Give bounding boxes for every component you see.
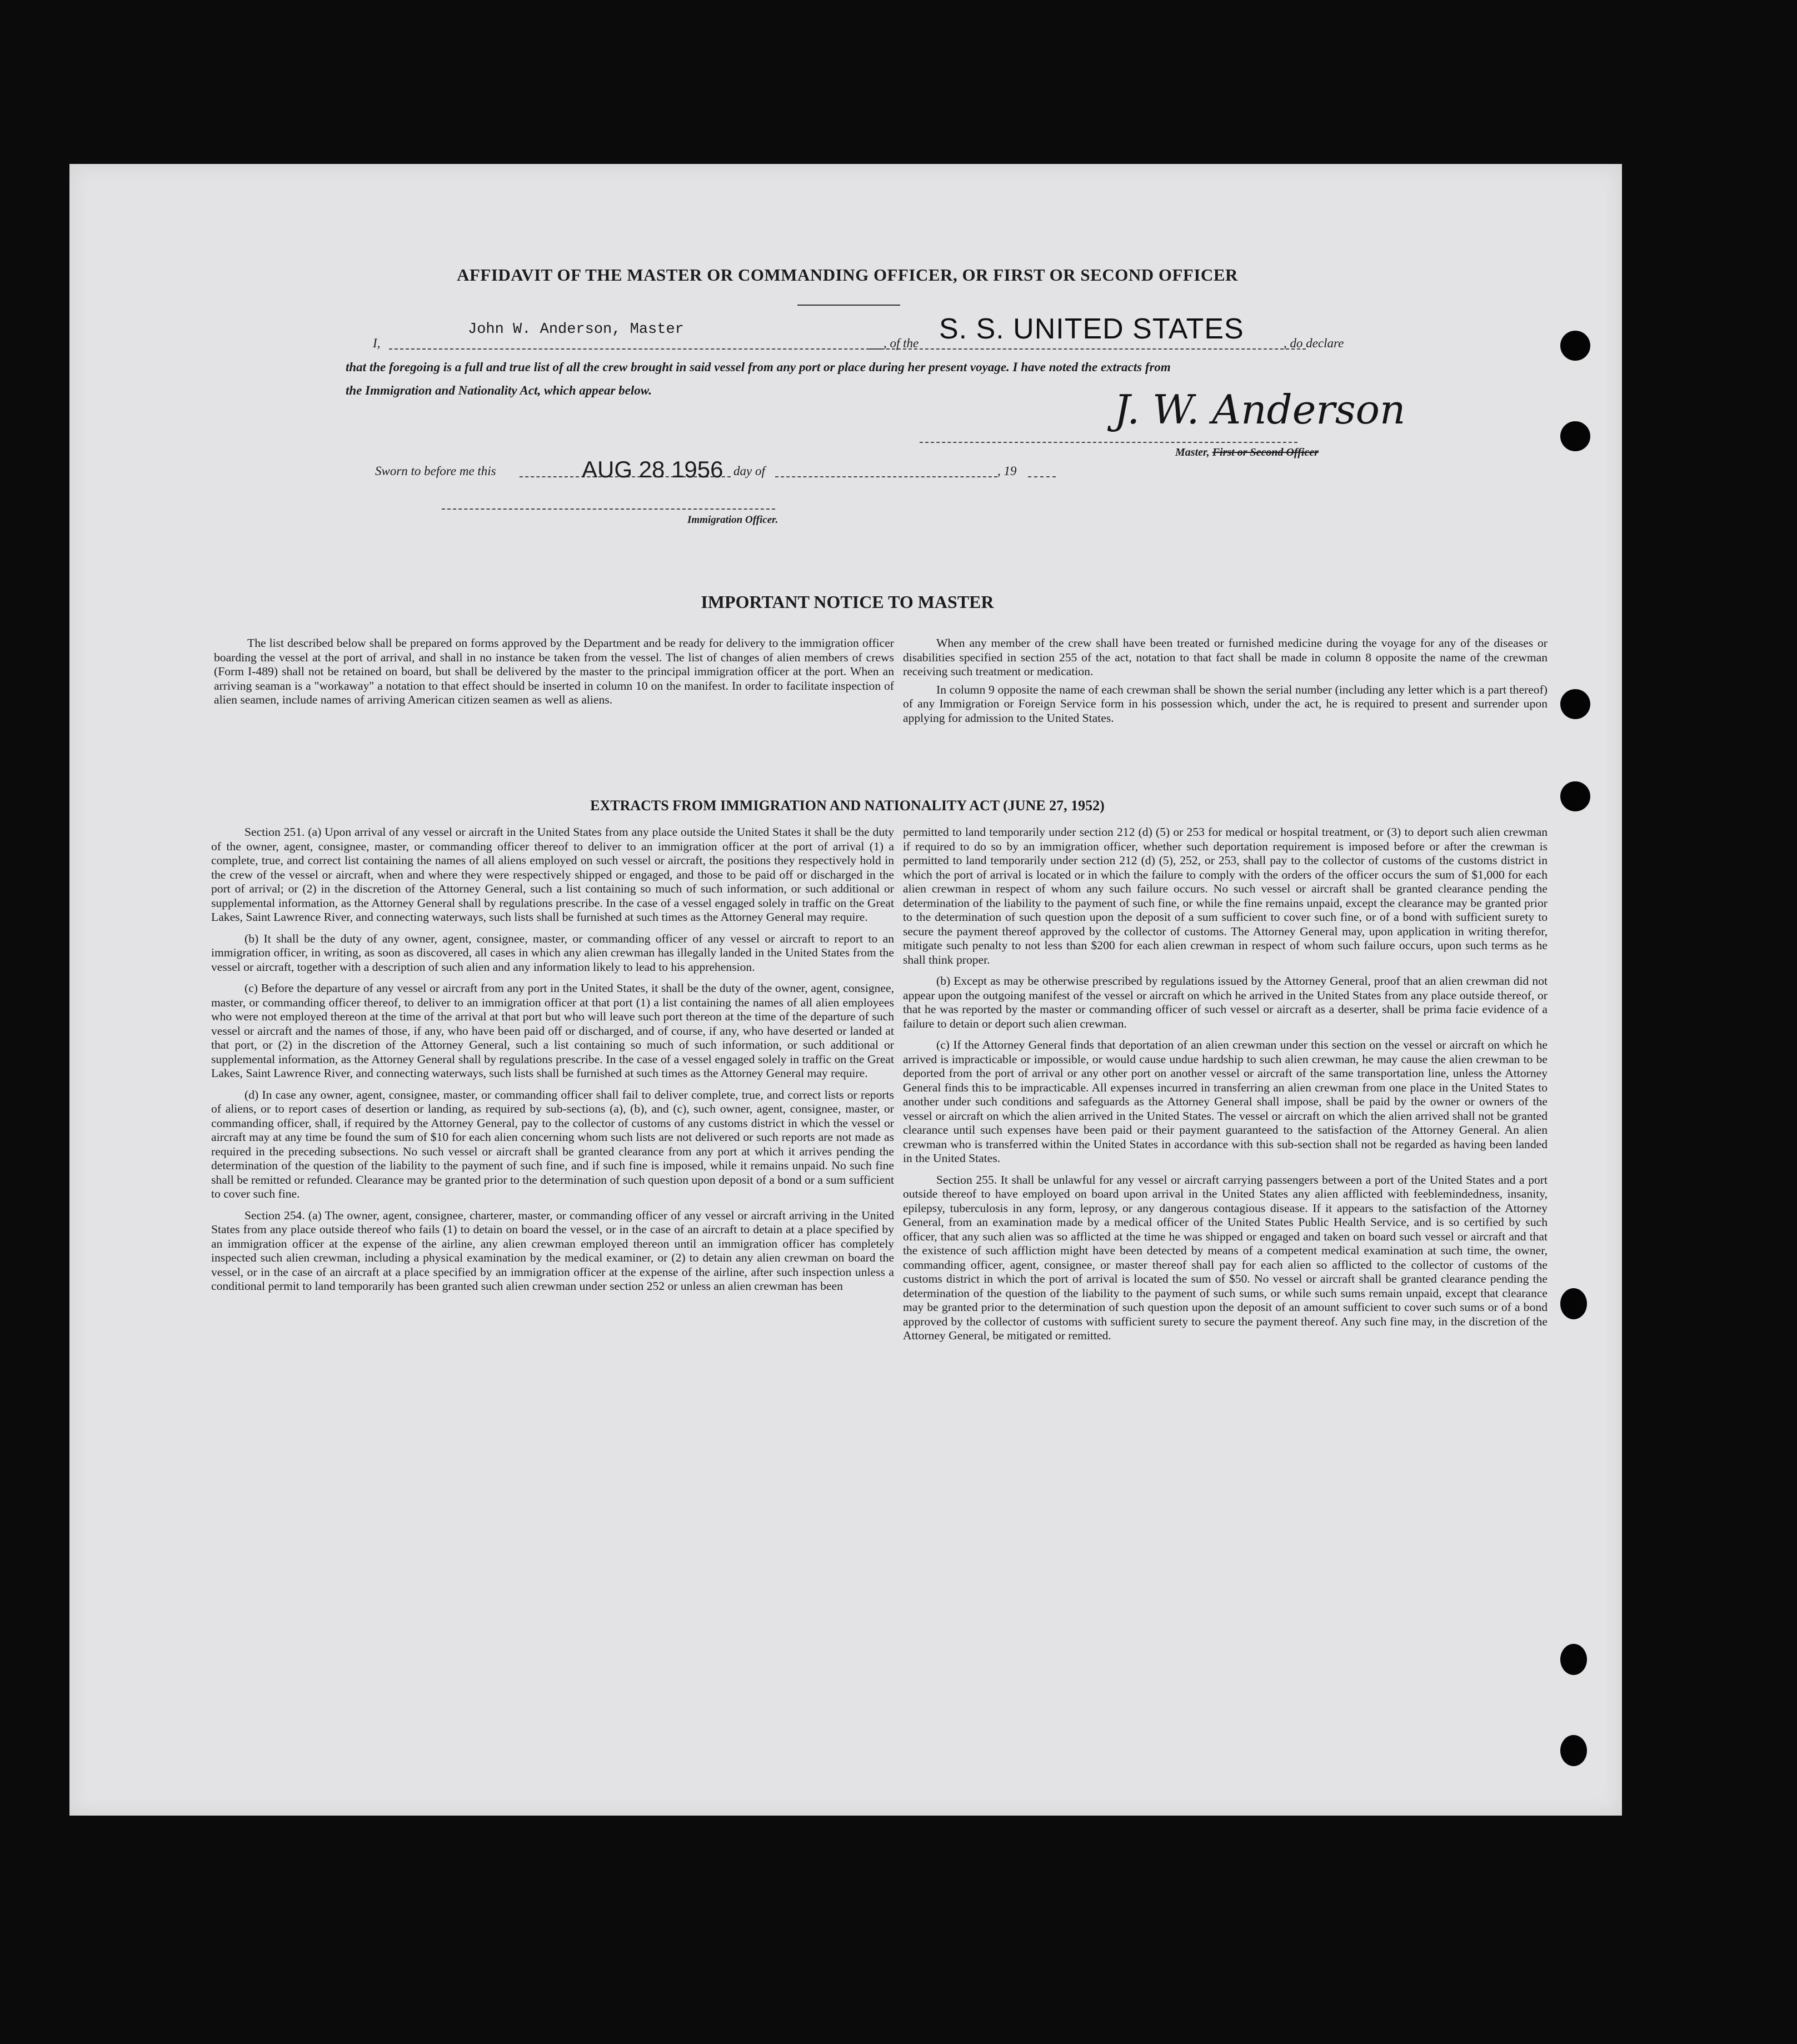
- struck-officer-label: First or Second Officer: [1212, 446, 1319, 458]
- extracts-title: EXTRACTS FROM IMMIGRATION AND NATIONALITY ACT (JUNE 27, 1952): [590, 797, 1105, 814]
- day-of-label: day of: [733, 464, 765, 478]
- notice-paragraph: When any member of the crew shall have been treated or furnished medicine during the voyage for any of the diseases or disabilities specified in section 255 of the act, notation to that fact shall be made in column 8 opposite the name of the crewman receiving such treatment or medication.: [903, 636, 1548, 678]
- notice-paragraph: In column 9 opposite the name of each crewman shall be shown the serial number (including any letter which is a part thereof) of any Immigration or Foreign Service form in his possession which, under the act, he is required to present and surrender upon applying for admission to the United States.: [903, 682, 1548, 725]
- signature-line: [920, 442, 1297, 443]
- notice-title: IMPORTANT NOTICE TO MASTER: [701, 592, 994, 612]
- punch-hole: [1560, 1644, 1587, 1675]
- extracts-right-column: [903, 825, 1548, 1350]
- of-the-label: , of the: [883, 336, 919, 350]
- i-label: I,: [373, 336, 381, 350]
- affidavit-title: AFFIDAVIT OF THE MASTER OR COMMANDING OFFICER, OR FIRST OR SECOND OFFICER: [457, 265, 1238, 285]
- punch-hole: [1560, 781, 1590, 811]
- extract-paragraph: Section 255. It shall be unlawful for any vessel or aircraft carrying passengers between a port of the United States and a port outside thereof to have employed on board upon arrival in the United States any alien afflicted with feeblemindedness, insanity, epilepsy, tuberculosis in any form, leprosy, or any dangerous contagious disease. If it appears to the satisfaction of the Attorney General, from an examination made by a medical officer of the United States Public Health Service, and is so certified by such officer, that any such alien was so afflicted at the time he was shipped or engaged and taken on board such vessel or aircraft and that the existence of such affliction might have been detected by means of a competent medical examination at such time, the owner, commanding officer, agent, consignee, or master thereof shall pay for each alien so afflicted to the collector of customs of the customs district in which the port of arrival is located the sum of $50. No vessel or aircraft shall be granted clearance pending the determination of the question of the liability to the payment of such sums, or while such sums remain unpaid, except that clearance may be granted prior to the determination of such question upon the deposit of an amount sufficient to cover such sums or of a bond approved by the collector of customs with sufficient surety to secure the payment thereof. Any such fine may, in the discretion of the Attorney General, be mitigated or remitted.: [903, 1173, 1548, 1342]
- year-label: , 19: [997, 464, 1017, 478]
- immigration-officer-label: Immigration Officer.: [687, 514, 778, 526]
- extract-paragraph: (c) If the Attorney General finds that deportation of an alien crewman under this section on the vessel or aircraft on which he arrived is impracticable or impossible, or would cause undue hardship to such alien crewman, he may cause the alien crewman to be deported from the port of arrival or any other port on another vessel or aircraft of the same transportation line, unless the Attorney General finds this to be impracticable. All expenses incurred in transferring an alien crewman from one place in the United States to another under such conditions and safeguards as the Attorney General shall impose, shall be paid by the owner or owners of the vessel or aircraft on which the alien arrived in the United States. The vessel or aircraft on which the alien arrived shall not be granted clearance until such expenses have been paid or their payment guaranteed to the satisfaction of the Attorney General. An alien crewman who is transferred within the United States in accordance with this sub-section shall not be regarded as having been landed in the United States.: [903, 1038, 1548, 1165]
- vessel-name-stamp: S. S. UNITED STATES: [939, 313, 1244, 345]
- declaration-line-1: that the foregoing is a full and true list of all the crew brought in said vessel from any port or place during her present voyage. I have noted the extracts from: [346, 360, 1171, 374]
- master-signature: J. W. Anderson: [1114, 386, 1406, 433]
- master-name-typed: John W. Anderson, Master: [468, 321, 684, 338]
- punch-hole: [1560, 331, 1590, 361]
- day-of-line: [775, 476, 997, 477]
- punch-hole: [1560, 1735, 1587, 1766]
- extract-paragraph: (b) It shall be the duty of any owner, agent, consignee, master, or commanding officer of any vessel or aircraft to report to an immigration officer, in writing, as soon as discovered, all cases in which any alien crewman has illegally landed in the United States from the vessel or aircraft, together with a description of such alien and any information likely to lead to his apprehension.: [211, 931, 894, 974]
- punch-hole: [1560, 421, 1590, 451]
- punch-hole: [1560, 689, 1590, 719]
- extract-paragraph: (d) In case any owner, agent, consignee, master, or commanding officer shall fail to deliver complete, true, and correct lists or reports of aliens, or to report cases of desertion or landing, as required by sub-sections (a), (b), and (c), such owner, agent, consignee, master, or commanding officer, shall, if required by the Attorney General, pay to the collector of customs of any customs district in which the vessel or aircraft may at any time be found the sum of $10 for each alien concerning whom such lists are not delivered or such reports are not made as required in the preceding subsections. No such vessel or aircraft shall be granted clearance from any port at which it arrives pending the determination of the question of the liability to the payment of such fine, and if such fine is imposed, while it remains unpaid. No such fine shall be remitted or refunded. Clearance may be granted prior to the determination of such question upon deposit of a bond or a sum sufficient to cover such fine.: [211, 1088, 894, 1200]
- vessel-field-line: [870, 348, 1306, 350]
- do-declare-label: , do declare: [1284, 336, 1344, 350]
- document-page: [69, 164, 1622, 1816]
- extract-paragraph: Section 251. (a) Upon arrival of any vessel or aircraft in the United States from any place outside the United States it shall be the duty of the owner, agent, consignee, master, or commanding officer thereof to deliver to an immigration officer at the port of arrival (1) a complete, true, and correct list containing the names of all aliens employed on such vessel or aircraft, the positions they respectively hold in the crew of the vessel or aircraft, when and where they were respectively shipped or engaged, and those to be paid off or discharged in the port of arrival; or (2) in the discretion of the Attorney General, such a list containing so much of such information, or such additional or supplemental information, as the Attorney General shall by regulations prescribe. In the case of a vessel engaged solely in traffic on the Great Lakes, Saint Lawrence River, and connecting waterways, such lists shall be furnished at such times as the Attorney General may require.: [211, 825, 894, 924]
- notice-paragraph: The list described below shall be prepared on forms approved by the Department and be ready for delivery to the immigration officer boarding the vessel at the port of arrival, and shall in no instance be taken from the vessel. The list of changes of alien members of crews (Form I-489) shall not be retained on board, but shall be delivered by the master to the principal immigration officer at the port. When an arriving seaman is a "workaway" a notation to that effect should be inserted in column 10 on the manifest. In order to facilitate inspection of alien seamen, include names of arriving American citizen seamen as well as aliens.: [214, 636, 894, 706]
- name-field-line: [389, 348, 881, 350]
- extracts-left-column: [211, 825, 894, 1301]
- notice-left-column: [214, 636, 894, 715]
- extract-paragraph: (b) Except as may be otherwise prescribed by regulations issued by the Attorney General, proof that an alien crewman did not appear upon the outgoing manifest of the vessel or aircraft on which he arrived in the United States from any place outside thereof, or that he was reported by the master or commanding officer of such vessel or aircraft as a deserter, shall be prima facie evidence of a failure to detain or deport such alien crewman.: [903, 974, 1548, 1030]
- master-label: Master,: [1175, 446, 1210, 458]
- extract-paragraph: permitted to land temporarily under section 212 (d) (5) or 253 for medical or hospital treatment, or (3) to deport such alien crewman if required to do so by an immigration officer, whether such deportation requirement is imposed before or after the crewman is permitted to land temporarily under section 212 (d) (5), 252, or 253, shall pay to the collector of customs of the customs district in which the port of arrival is located or in which the failure to comply with the orders of the officer occurs the sum of $1,000 for each alien crewman in respect of whom any such failure occurs. No such vessel or aircraft shall be granted clearance pending the determination of the liability to the payment of such fine, or while the fine remains unpaid, except the clearance may be granted prior to the determination of such question upon the deposit of a sum sufficient to cover such fine, or of a bond with sufficient surety to secure the payment thereof approved by the collector of customs. The Attorney General may, upon application in writing therefor, mitigate such penalty to not less than $200 for each alien crewman in respect of whom such failure occurs, upon such terms as he shall think proper.: [903, 825, 1548, 966]
- immigration-officer-line: [442, 508, 775, 510]
- declaration-line-2: the Immigration and Nationality Act, which appear below.: [346, 383, 652, 397]
- master-label-group: [1175, 446, 1319, 459]
- year-line: [1028, 476, 1056, 477]
- punch-hole: [1560, 1288, 1587, 1319]
- sworn-date-stamp: AUG 28 1956: [582, 456, 723, 482]
- extract-paragraph: Section 254. (a) The owner, agent, consignee, charterer, master, or commanding officer of any vessel or aircraft arriving in the United States from any place outside thereof who fails (1) to detain on board the vessel, or in the case of an aircraft to detain at a place specified by an immigration officer at the expense of the airline, any alien crewman employed thereon until an immigration officer has completely inspected such alien crewman, including a physical examination by the medical examiner, or (2) to detain any alien crewman on board the vessel, or in the case of an aircraft at a place specified by an immigration officer at the expense of the airline, after such inspection unless a conditional permit to land temporarily has been granted such alien crewman under section 252 or unless an alien crewman has been: [211, 1208, 894, 1293]
- sworn-label: Sworn to before me this: [375, 464, 496, 478]
- extract-paragraph: (c) Before the departure of any vessel or aircraft from any port in the United States, it shall be the duty of the owner, agent, consignee, master, or commanding officer thereof, to deliver to an immigration officer at that port (1) a list containing the names of all alien employees who were not employed thereon at the time of the arrival at that port but who will leave such port thereon at the time of the departure of such vessel or aircraft and the names of those, if any, who have been paid off or discharged, and of course, if any, who have deserted or landed at that port, or (2) in the discretion of the Attorney General, such a list containing so much of such information, or such additional or supplemental information, as the Attorney General shall by regulations prescribe. In the case of a vessel engaged solely in traffic on the Great Lakes, Saint Lawrence River, and connecting waterways, such lists shall be furnished at such times as the Attorney General may require.: [211, 981, 894, 1080]
- notice-right-column: [903, 636, 1548, 732]
- title-underline: [797, 305, 900, 306]
